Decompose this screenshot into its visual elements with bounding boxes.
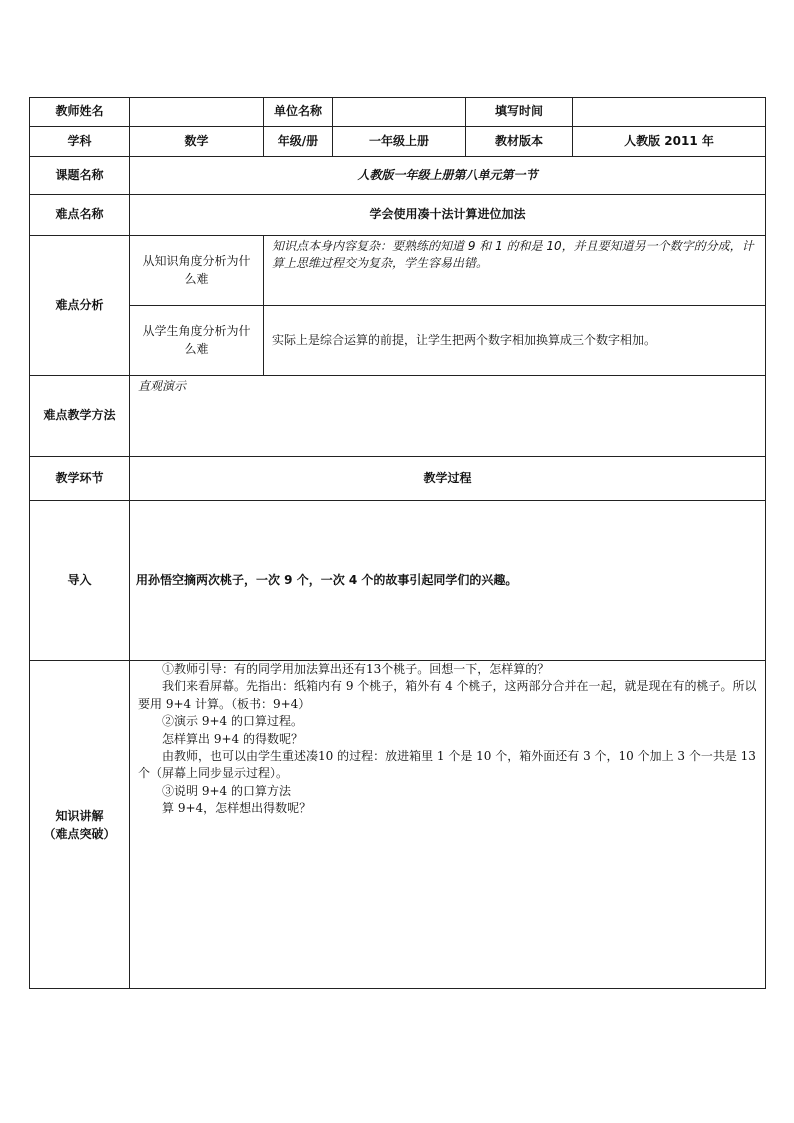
teaching-method-label: 难点教学方法	[30, 376, 130, 457]
difficulty-name-value: 学会使用凑十法计算进位加法	[130, 195, 766, 236]
knowledge-paragraph: 我们来看屏幕。先指出：纸箱内有 9 个桃子，箱外有 4 个桃子，这两部分合并在一起，就是现在有的桃子。所以要用 9+4 计算。（板书：9+4）	[138, 679, 757, 711]
analysis-student-row	[30, 306, 766, 376]
teaching-process-header: 教学过程	[130, 457, 766, 501]
student-angle-text: 实际上是综合运算的前提，让学生把两个数字相加换算成三个数字相加。	[264, 306, 766, 376]
knowledge-angle-label: 从知识角度分析为什么难	[130, 236, 264, 306]
lesson-title-row	[30, 157, 766, 195]
analysis-knowledge-row	[30, 236, 766, 306]
knowledge-label-line1: 知识讲解	[55, 808, 104, 823]
knowledge-label	[30, 661, 130, 989]
knowledge-content	[130, 661, 766, 989]
difficulty-analysis-label: 难点分析	[30, 236, 130, 376]
info-row	[30, 127, 766, 157]
fill-time-value	[573, 98, 766, 127]
teacher-name-value	[130, 98, 264, 127]
method-row	[30, 376, 766, 457]
grade-label: 年级/册	[264, 127, 333, 157]
teacher-name-label: 教师姓名	[30, 98, 130, 127]
intro-row	[30, 501, 766, 661]
header-row	[30, 98, 766, 127]
knowledge-paragraph: 怎样算出 9+4 的得数呢？	[162, 731, 303, 746]
edition-value: 人教版 2011 年	[573, 127, 766, 157]
knowledge-paragraph: 由教师，也可以由学生重述凑10 的过程：放进箱里 1 个是 10 个，箱外面还有 3 个，10 个加上 3 个一共是 13 个（屏幕上同步显示过程）。	[138, 748, 756, 781]
process-header-row	[30, 457, 766, 501]
fill-time-label: 填写时间	[466, 98, 573, 127]
grade-value: 一年级上册	[333, 127, 466, 157]
knowledge-label-line2: （难点突破）	[43, 826, 116, 841]
intro-text: 用孙悟空摘两次桃子，一次 9 个，一次 4 个的故事引起同学们的兴趣。	[130, 501, 766, 661]
knowledge-angle-text: 知识点本身内容复杂：要熟练的知道 9 和 1 的和是 10，并且要知道另一个数字的分成，计算上思维过程交为复杂，学生容易出错。	[264, 236, 766, 306]
subject-label: 学科	[30, 127, 130, 157]
knowledge-paragraph: ①教师引导：有的同学用加法算出还有13个桃子。回想一下，怎样算的？	[162, 662, 550, 676]
unit-name-value	[333, 98, 466, 127]
teaching-method-value: 直观演示	[130, 376, 766, 457]
knowledge-row	[30, 661, 766, 989]
difficulty-name-label: 难点名称	[30, 195, 130, 236]
difficulty-name-row	[30, 195, 766, 236]
lesson-plan-table	[29, 97, 766, 989]
unit-name-label: 单位名称	[264, 98, 333, 127]
edition-label: 教材版本	[466, 127, 573, 157]
knowledge-paragraph: ③说明 9+4 的口算方法	[162, 783, 291, 798]
intro-label: 导入	[30, 501, 130, 661]
subject-value: 数学	[130, 127, 264, 157]
knowledge-paragraph: 算 9+4，怎样想出得数呢？	[162, 801, 312, 816]
student-angle-label: 从学生角度分析为什么难	[130, 306, 264, 376]
lesson-title-label: 课题名称	[30, 157, 130, 195]
teaching-stage-header: 教学环节	[30, 457, 130, 501]
lesson-title-value: 人教版一年级上册第八单元第一节	[130, 157, 766, 195]
knowledge-paragraph: ②演示 9+4 的口算过程。	[162, 714, 303, 729]
